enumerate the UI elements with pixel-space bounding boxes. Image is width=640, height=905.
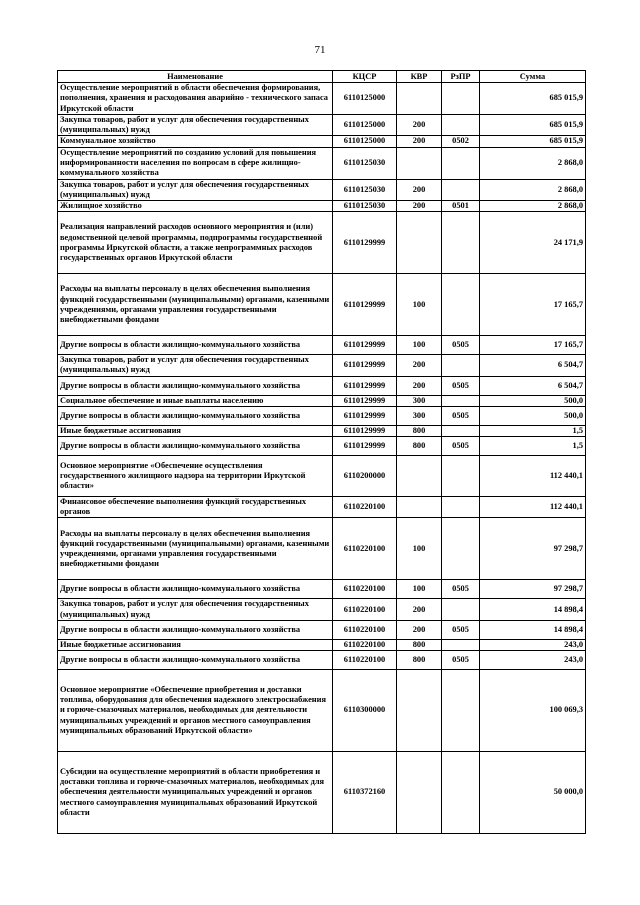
row-kcsr-cell: 6110129999 [333, 376, 397, 395]
row-sum-cell: 685 015,9 [480, 83, 586, 115]
row-rzpr-cell [442, 395, 480, 406]
row-name-cell: Расходы на выплаты персоналу в целях обеспечения выполнения функций государственными (муниципальными) органами, казенными учреждениями, органами управления государственными внебюджетными фондами [58, 274, 333, 336]
row-kcsr-cell: 6110129999 [333, 336, 397, 355]
row-name-cell: Закупка товаров, работ и услуг для обеспечения государственных (муниципальных) нужд [58, 355, 333, 376]
row-kcsr-cell: 6110125030 [333, 147, 397, 179]
row-rzpr-cell: 0505 [442, 620, 480, 639]
row-kvr-cell [397, 456, 442, 497]
table-row [58, 497, 586, 518]
row-name-cell: Другие вопросы в области жилищно-коммунального хозяйства [58, 336, 333, 355]
row-rzpr-cell: 0505 [442, 580, 480, 599]
row-kvr-cell [397, 83, 442, 115]
row-kvr-cell [397, 212, 442, 274]
table-row [58, 201, 586, 212]
row-name-cell: Расходы на выплаты персоналу в целях обеспечения выполнения функций государственными (муниципальными) органами, казенными учреждениями, органами управления государственными внебюджетными фондами [58, 518, 333, 580]
row-kcsr-cell: 6110220100 [333, 580, 397, 599]
row-kvr-cell: 800 [397, 639, 442, 650]
row-sum-cell: 100 069,3 [480, 670, 586, 752]
row-sum-cell: 1,5 [480, 437, 586, 456]
row-name-cell: Другие вопросы в области жилищно-коммунального хозяйства [58, 580, 333, 599]
table-row [58, 518, 586, 580]
row-kcsr-cell: 6110372160 [333, 752, 397, 834]
row-kcsr-cell: 6110129999 [333, 395, 397, 406]
row-sum-cell: 1,5 [480, 425, 586, 436]
table-body [58, 83, 586, 834]
table-row [58, 83, 586, 115]
row-sum-cell: 97 298,7 [480, 518, 586, 580]
header-rzpr: РзПР [442, 71, 480, 83]
row-rzpr-cell: 0505 [442, 376, 480, 395]
table-row [58, 115, 586, 136]
row-name-cell: Основное мероприятие «Обеспечение приобретения и доставки топлива, оборудования для обеспечения надежного электроснабжения и горюче-смазочных материалов, необходимых для деятельности муниципальных учреждений и органов местного самоуправления муниципальных образований Иркутской области» [58, 670, 333, 752]
row-rzpr-cell [442, 752, 480, 834]
row-rzpr-cell [442, 670, 480, 752]
row-name-cell: Другие вопросы в области жилищно-коммунального хозяйства [58, 437, 333, 456]
row-kcsr-cell: 6110129999 [333, 437, 397, 456]
row-kcsr-cell: 6110129999 [333, 355, 397, 376]
row-rzpr-cell [442, 83, 480, 115]
table-row [58, 136, 586, 147]
table-row [58, 599, 586, 620]
row-sum-cell: 14 898,4 [480, 599, 586, 620]
row-sum-cell: 14 898,4 [480, 620, 586, 639]
row-kvr-cell: 300 [397, 406, 442, 425]
row-kvr-cell [397, 670, 442, 752]
row-kvr-cell: 800 [397, 425, 442, 436]
row-kvr-cell: 200 [397, 136, 442, 147]
table-row [58, 437, 586, 456]
table-row [58, 395, 586, 406]
row-rzpr-cell [442, 179, 480, 200]
row-sum-cell: 2 868,0 [480, 179, 586, 200]
row-kcsr-cell: 6110220100 [333, 620, 397, 639]
row-kvr-cell [397, 147, 442, 179]
row-rzpr-cell [442, 274, 480, 336]
row-kcsr-cell: 6110125030 [333, 179, 397, 200]
table-row [58, 355, 586, 376]
row-rzpr-cell [442, 115, 480, 136]
row-rzpr-cell [442, 456, 480, 497]
row-sum-cell: 112 440,1 [480, 456, 586, 497]
row-name-cell: Финансовое обеспечение выполнения функций государственных органов [58, 497, 333, 518]
row-sum-cell: 24 171,9 [480, 212, 586, 274]
header-kvr: КВР [397, 71, 442, 83]
row-kvr-cell: 200 [397, 376, 442, 395]
row-rzpr-cell [442, 497, 480, 518]
table-row [58, 670, 586, 752]
table-row [58, 336, 586, 355]
row-rzpr-cell: 0501 [442, 201, 480, 212]
row-name-cell: Закупка товаров, работ и услуг для обеспечения государственных (муниципальных) нужд [58, 599, 333, 620]
row-name-cell: Субсидии на осуществление мероприятий в области приобретения и доставки топлива и горюче-смазочных материалов, необходимых для обеспечения деятельности муниципальных учреждений и органов местного самоуправления муниципальных образований Иркутской области [58, 752, 333, 834]
table-row [58, 651, 586, 670]
row-name-cell: Другие вопросы в области жилищно-коммунального хозяйства [58, 406, 333, 425]
row-name-cell: Иные бюджетные ассигнования [58, 639, 333, 650]
row-rzpr-cell: 0505 [442, 651, 480, 670]
row-kvr-cell: 800 [397, 651, 442, 670]
row-kcsr-cell: 6110220100 [333, 599, 397, 620]
row-name-cell: Другие вопросы в области жилищно-коммунального хозяйства [58, 651, 333, 670]
row-kcsr-cell: 6110125000 [333, 115, 397, 136]
header-name: Наименование [58, 71, 333, 83]
row-sum-cell: 243,0 [480, 639, 586, 650]
row-sum-cell: 500,0 [480, 395, 586, 406]
row-rzpr-cell: 0505 [442, 437, 480, 456]
row-kcsr-cell: 6110129999 [333, 425, 397, 436]
row-name-cell: Осуществление мероприятий в области обеспечения формирования, пополнения, хранения и расходования аварийно - технического запаса Иркутской области [58, 83, 333, 115]
row-name-cell: Жилищное хозяйство [58, 201, 333, 212]
row-kvr-cell: 200 [397, 115, 442, 136]
row-rzpr-cell [442, 355, 480, 376]
row-sum-cell: 50 000,0 [480, 752, 586, 834]
row-sum-cell: 6 504,7 [480, 355, 586, 376]
row-kvr-cell: 200 [397, 599, 442, 620]
row-sum-cell: 112 440,1 [480, 497, 586, 518]
row-rzpr-cell [442, 147, 480, 179]
table-row [58, 639, 586, 650]
row-name-cell: Другие вопросы в области жилищно-коммунального хозяйства [58, 620, 333, 639]
table-row [58, 580, 586, 599]
row-kcsr-cell: 6110129999 [333, 212, 397, 274]
row-kvr-cell [397, 752, 442, 834]
row-kcsr-cell: 6110125030 [333, 201, 397, 212]
row-kvr-cell: 300 [397, 395, 442, 406]
row-kcsr-cell: 6110220100 [333, 518, 397, 580]
row-kcsr-cell: 6110129999 [333, 406, 397, 425]
row-name-cell: Коммунальное хозяйство [58, 136, 333, 147]
page-number: 71 [314, 44, 326, 56]
row-sum-cell: 2 868,0 [480, 201, 586, 212]
row-kvr-cell: 100 [397, 580, 442, 599]
row-sum-cell: 685 015,9 [480, 136, 586, 147]
row-rzpr-cell [442, 518, 480, 580]
row-sum-cell: 17 165,7 [480, 336, 586, 355]
row-name-cell: Иные бюджетные ассигнования [58, 425, 333, 436]
row-sum-cell: 2 868,0 [480, 147, 586, 179]
row-name-cell: Социальное обеспечение и иные выплаты населению [58, 395, 333, 406]
row-rzpr-cell [442, 425, 480, 436]
table-row [58, 376, 586, 395]
table-header-row [58, 71, 586, 83]
row-kvr-cell: 100 [397, 274, 442, 336]
row-kcsr-cell: 6110129999 [333, 274, 397, 336]
row-kcsr-cell: 6110220100 [333, 639, 397, 650]
row-rzpr-cell [442, 212, 480, 274]
table-row [58, 620, 586, 639]
row-name-cell: Закупка товаров, работ и услуг для обеспечения государственных (муниципальных) нужд [58, 179, 333, 200]
row-sum-cell: 6 504,7 [480, 376, 586, 395]
table-row [58, 406, 586, 425]
row-kvr-cell: 800 [397, 437, 442, 456]
row-name-cell: Другие вопросы в области жилищно-коммунального хозяйства [58, 376, 333, 395]
row-kcsr-cell: 6110125000 [333, 83, 397, 115]
row-rzpr-cell: 0502 [442, 136, 480, 147]
budget-table [57, 70, 586, 834]
row-kvr-cell: 200 [397, 201, 442, 212]
row-kcsr-cell: 6110125000 [333, 136, 397, 147]
row-kcsr-cell: 6110200000 [333, 456, 397, 497]
row-kcsr-cell: 6110300000 [333, 670, 397, 752]
row-kvr-cell [397, 497, 442, 518]
row-kvr-cell: 200 [397, 355, 442, 376]
row-sum-cell: 685 015,9 [480, 115, 586, 136]
table-row [58, 212, 586, 274]
table-row [58, 456, 586, 497]
row-sum-cell: 17 165,7 [480, 274, 586, 336]
row-kvr-cell: 100 [397, 518, 442, 580]
table-row [58, 274, 586, 336]
row-sum-cell: 500,0 [480, 406, 586, 425]
row-rzpr-cell: 0505 [442, 336, 480, 355]
row-name-cell: Закупка товаров, работ и услуг для обеспечения государственных (муниципальных) нужд [58, 115, 333, 136]
row-name-cell: Осуществление мероприятий по созданию условий для повышения информированности населения по вопросам в сфере жилищно-коммунального хозяйства [58, 147, 333, 179]
row-kcsr-cell: 6110220100 [333, 651, 397, 670]
row-name-cell: Реализация направлений расходов основного мероприятия и (или) ведомственной целевой программы, подпрограммы государственной программы Иркутской области, а также непрограммных расходов государственных органов Иркутской области [58, 212, 333, 274]
row-kvr-cell: 200 [397, 179, 442, 200]
row-sum-cell: 97 298,7 [480, 580, 586, 599]
row-name-cell: Основное мероприятие «Обеспечение осуществления государственного жилищного надзора на территории Иркутской области» [58, 456, 333, 497]
header-sum: Сумма [480, 71, 586, 83]
row-rzpr-cell [442, 639, 480, 650]
table-row [58, 147, 586, 179]
table-row [58, 425, 586, 436]
row-sum-cell: 243,0 [480, 651, 586, 670]
table-row [58, 752, 586, 834]
row-rzpr-cell: 0505 [442, 406, 480, 425]
row-kcsr-cell: 6110220100 [333, 497, 397, 518]
table-row [58, 179, 586, 200]
row-kvr-cell: 200 [397, 620, 442, 639]
header-kcsr: КЦСР [333, 71, 397, 83]
row-kvr-cell: 100 [397, 336, 442, 355]
row-rzpr-cell [442, 599, 480, 620]
